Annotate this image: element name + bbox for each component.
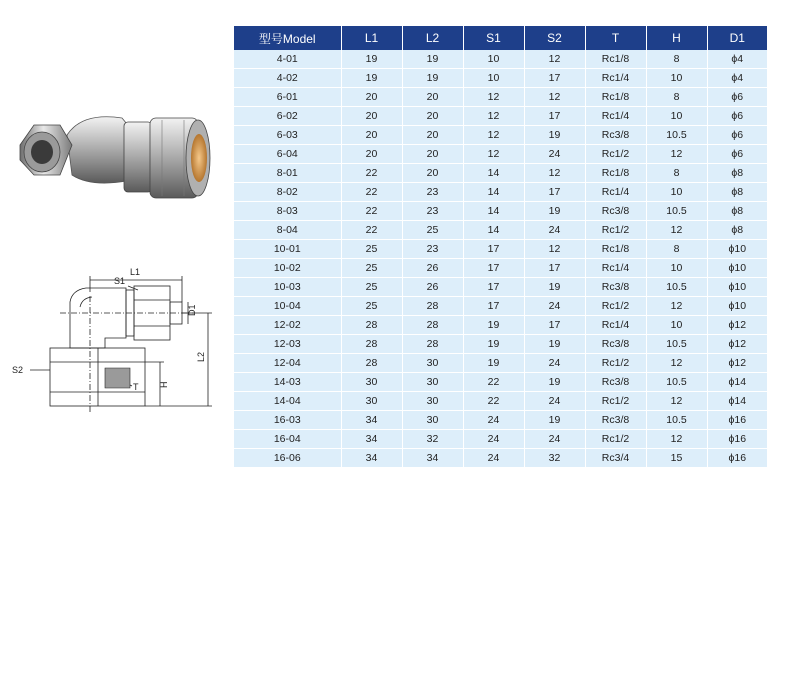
table-cell: 20	[402, 164, 463, 183]
table-cell: 17	[524, 259, 585, 278]
product-photo	[12, 100, 222, 220]
table-cell: 14	[463, 221, 524, 240]
table-cell: Rc1/2	[585, 145, 646, 164]
header-t: T	[585, 26, 646, 50]
table-cell: 30	[341, 373, 402, 392]
table-cell: 34	[341, 449, 402, 468]
table-cell: 6-04	[234, 145, 341, 164]
table-cell: Rc1/4	[585, 259, 646, 278]
table-cell: 24	[463, 411, 524, 430]
table-cell: 17	[524, 183, 585, 202]
table-row	[234, 202, 767, 221]
table-cell: 19	[402, 50, 463, 69]
table-cell: 10.5	[646, 278, 707, 297]
table-cell: Rc1/8	[585, 88, 646, 107]
table-cell: ϕ14	[707, 392, 767, 411]
table-cell: 14-04	[234, 392, 341, 411]
table-cell: 19	[463, 335, 524, 354]
table-cell: 20	[341, 126, 402, 145]
table-cell: 24	[524, 145, 585, 164]
table-cell: 19	[341, 69, 402, 88]
table-body	[234, 50, 767, 468]
table-cell: 26	[402, 259, 463, 278]
table-cell: 8	[646, 240, 707, 259]
table-row	[234, 297, 767, 316]
table-cell: 28	[402, 335, 463, 354]
table-cell: ϕ4	[707, 50, 767, 69]
table-row	[234, 183, 767, 202]
table-cell: Rc1/8	[585, 240, 646, 259]
table-cell: 17	[524, 316, 585, 335]
table-cell: 12	[646, 297, 707, 316]
table-cell: Rc1/2	[585, 354, 646, 373]
table-row	[234, 221, 767, 240]
header-model: 型号Model	[234, 26, 341, 50]
table-cell: ϕ4	[707, 69, 767, 88]
table-cell: 14	[463, 183, 524, 202]
table-row	[234, 69, 767, 88]
table-cell: 17	[463, 278, 524, 297]
table-cell: 19	[463, 316, 524, 335]
table-cell: 12-04	[234, 354, 341, 373]
table-row	[234, 335, 767, 354]
table-cell: 19	[524, 373, 585, 392]
table-cell: 10-02	[234, 259, 341, 278]
table-header-row	[234, 26, 767, 50]
table-cell: ϕ10	[707, 259, 767, 278]
table-cell: 8	[646, 88, 707, 107]
table-cell: ϕ14	[707, 373, 767, 392]
table-cell: 10	[646, 259, 707, 278]
table-cell: Rc3/8	[585, 411, 646, 430]
table-cell: 14-03	[234, 373, 341, 392]
table-cell: 28	[402, 316, 463, 335]
table-row	[234, 449, 767, 468]
table-cell: 16-04	[234, 430, 341, 449]
table-row	[234, 354, 767, 373]
table-cell: 28	[341, 354, 402, 373]
table-cell: 24	[463, 430, 524, 449]
table-cell: 4-02	[234, 69, 341, 88]
table-cell: ϕ8	[707, 183, 767, 202]
dimension-drawing	[10, 262, 225, 417]
table-row	[234, 145, 767, 164]
table-cell: 24	[524, 354, 585, 373]
table-row	[234, 259, 767, 278]
table-cell: 10	[646, 183, 707, 202]
table-cell: 12	[524, 240, 585, 259]
table-cell: 17	[463, 297, 524, 316]
table-cell: 19	[402, 69, 463, 88]
table-row	[234, 278, 767, 297]
table-cell: ϕ6	[707, 126, 767, 145]
table-cell: 10.5	[646, 202, 707, 221]
table-cell: ϕ10	[707, 240, 767, 259]
table-cell: 8-03	[234, 202, 341, 221]
table-cell: 20	[402, 107, 463, 126]
table-cell: 16-03	[234, 411, 341, 430]
table-cell: 20	[402, 88, 463, 107]
table-cell: Rc1/2	[585, 392, 646, 411]
table-cell: 30	[402, 411, 463, 430]
label-s2: S2	[12, 365, 24, 375]
table-cell: 10.5	[646, 126, 707, 145]
table-cell: 19	[524, 278, 585, 297]
table-cell: Rc1/4	[585, 316, 646, 335]
table-cell: 12-03	[234, 335, 341, 354]
table-cell: 23	[402, 183, 463, 202]
label-t: T	[133, 382, 139, 392]
table-row	[234, 240, 767, 259]
table-cell: 25	[341, 259, 402, 278]
table-cell: 6-03	[234, 126, 341, 145]
table-cell: 10	[646, 107, 707, 126]
header-s1: S1	[463, 26, 524, 50]
table-cell: 10-03	[234, 278, 341, 297]
table-cell: 14	[463, 164, 524, 183]
label-s1: S1	[114, 276, 126, 286]
table-cell: Rc1/8	[585, 50, 646, 69]
table-cell: ϕ6	[707, 88, 767, 107]
table-row	[234, 373, 767, 392]
table-cell: 10	[646, 316, 707, 335]
table-cell: 32	[402, 430, 463, 449]
table-cell: Rc3/8	[585, 278, 646, 297]
label-d1: D1	[187, 304, 197, 316]
table-cell: 12	[463, 107, 524, 126]
table-row	[234, 50, 767, 69]
table-row	[234, 88, 767, 107]
table-cell: 34	[341, 430, 402, 449]
table-cell: 24	[524, 297, 585, 316]
table-cell: 24	[524, 430, 585, 449]
table-cell: 20	[402, 126, 463, 145]
table-cell: ϕ6	[707, 145, 767, 164]
table-cell: Rc1/4	[585, 183, 646, 202]
table-cell: Rc3/8	[585, 373, 646, 392]
table-cell: 24	[524, 221, 585, 240]
table-cell: 19	[463, 354, 524, 373]
table-cell: ϕ16	[707, 430, 767, 449]
table-cell: 10.5	[646, 373, 707, 392]
table-cell: 10	[463, 50, 524, 69]
header-s2: S2	[524, 26, 585, 50]
table-cell: Rc3/8	[585, 202, 646, 221]
table-cell: ϕ8	[707, 202, 767, 221]
table-cell: 23	[402, 240, 463, 259]
table-cell: 8	[646, 164, 707, 183]
table-cell: 14	[463, 202, 524, 221]
table-row	[234, 411, 767, 430]
table-cell: ϕ6	[707, 107, 767, 126]
table-cell: 10.5	[646, 335, 707, 354]
table-cell: ϕ16	[707, 411, 767, 430]
table-cell: 34	[402, 449, 463, 468]
table-cell: 6-01	[234, 88, 341, 107]
table-cell: 25	[341, 278, 402, 297]
table-cell: 19	[524, 411, 585, 430]
table-cell: ϕ10	[707, 278, 767, 297]
table-row	[234, 392, 767, 411]
table-cell: 19	[341, 50, 402, 69]
table-cell: 17	[463, 259, 524, 278]
table-cell: 12	[524, 88, 585, 107]
table-cell: 12	[524, 50, 585, 69]
table-row	[234, 126, 767, 145]
header-h: H	[646, 26, 707, 50]
label-l2: L2	[196, 351, 206, 362]
table-cell: 34	[341, 411, 402, 430]
table-cell: 24	[463, 449, 524, 468]
table-cell: 30	[402, 373, 463, 392]
table-cell: 8-01	[234, 164, 341, 183]
table-cell: 30	[402, 392, 463, 411]
table-cell: 32	[524, 449, 585, 468]
table-cell: 15	[646, 449, 707, 468]
table-cell: Rc1/2	[585, 297, 646, 316]
table-cell: 22	[341, 202, 402, 221]
table-cell: 8	[646, 50, 707, 69]
table-cell: 23	[402, 202, 463, 221]
table-cell: 25	[341, 240, 402, 259]
table-cell: 26	[402, 278, 463, 297]
table-cell: 24	[524, 392, 585, 411]
table-cell: 12	[646, 392, 707, 411]
table-cell: ϕ8	[707, 164, 767, 183]
table-cell: 22	[341, 164, 402, 183]
table-cell: 19	[524, 126, 585, 145]
header-d1: D1	[707, 26, 767, 50]
table-cell: 17	[463, 240, 524, 259]
label-h: H	[159, 381, 169, 388]
table-cell: 28	[341, 316, 402, 335]
table-row	[234, 107, 767, 126]
table-cell: ϕ10	[707, 297, 767, 316]
table-cell: 10	[463, 69, 524, 88]
table-cell: 4-01	[234, 50, 341, 69]
table-cell: 20	[402, 145, 463, 164]
label-l1: L1	[130, 267, 141, 277]
table-cell: 20	[341, 88, 402, 107]
table-cell: 10	[646, 69, 707, 88]
table-cell: Rc3/8	[585, 126, 646, 145]
table-cell: 16-06	[234, 449, 341, 468]
table-cell: 12	[463, 145, 524, 164]
table-row	[234, 430, 767, 449]
table-cell: ϕ16	[707, 449, 767, 468]
table-cell: Rc1/8	[585, 164, 646, 183]
table-cell: 30	[341, 392, 402, 411]
table-cell: 12	[646, 145, 707, 164]
table-cell: 25	[402, 221, 463, 240]
table-cell: 17	[524, 69, 585, 88]
table-cell: 12	[646, 221, 707, 240]
table-cell: Rc1/2	[585, 430, 646, 449]
table-cell: 22	[341, 221, 402, 240]
spec-table	[234, 26, 767, 468]
table-cell: 10.5	[646, 411, 707, 430]
table-cell: 8-02	[234, 183, 341, 202]
table-cell: Rc1/2	[585, 221, 646, 240]
table-cell: 12-02	[234, 316, 341, 335]
table-cell: 28	[402, 297, 463, 316]
table-cell: 6-02	[234, 107, 341, 126]
table-cell: 8-04	[234, 221, 341, 240]
table-cell: 22	[341, 183, 402, 202]
table-cell: 30	[402, 354, 463, 373]
table-cell: 19	[524, 335, 585, 354]
table-cell: 20	[341, 145, 402, 164]
table-cell: 12	[524, 164, 585, 183]
table-cell: ϕ12	[707, 335, 767, 354]
table-cell: 12	[646, 354, 707, 373]
table-cell: Rc1/4	[585, 107, 646, 126]
table-cell: Rc3/8	[585, 335, 646, 354]
table-cell: ϕ12	[707, 316, 767, 335]
table-cell: 17	[524, 107, 585, 126]
table-cell: ϕ8	[707, 221, 767, 240]
table-cell: 12	[463, 88, 524, 107]
table-cell: 12	[463, 126, 524, 145]
table-row	[234, 316, 767, 335]
table-cell: 22	[463, 373, 524, 392]
table-cell: 19	[524, 202, 585, 221]
table-row	[234, 164, 767, 183]
table-cell: 10-01	[234, 240, 341, 259]
header-l1: L1	[341, 26, 402, 50]
table-cell: ϕ12	[707, 354, 767, 373]
table-cell: 20	[341, 107, 402, 126]
table-cell: 10-04	[234, 297, 341, 316]
table-cell: 28	[341, 335, 402, 354]
table-cell: Rc1/4	[585, 69, 646, 88]
table-cell: Rc3/4	[585, 449, 646, 468]
header-l2: L2	[402, 26, 463, 50]
table-cell: 22	[463, 392, 524, 411]
table-cell: 12	[646, 430, 707, 449]
table-cell: 25	[341, 297, 402, 316]
